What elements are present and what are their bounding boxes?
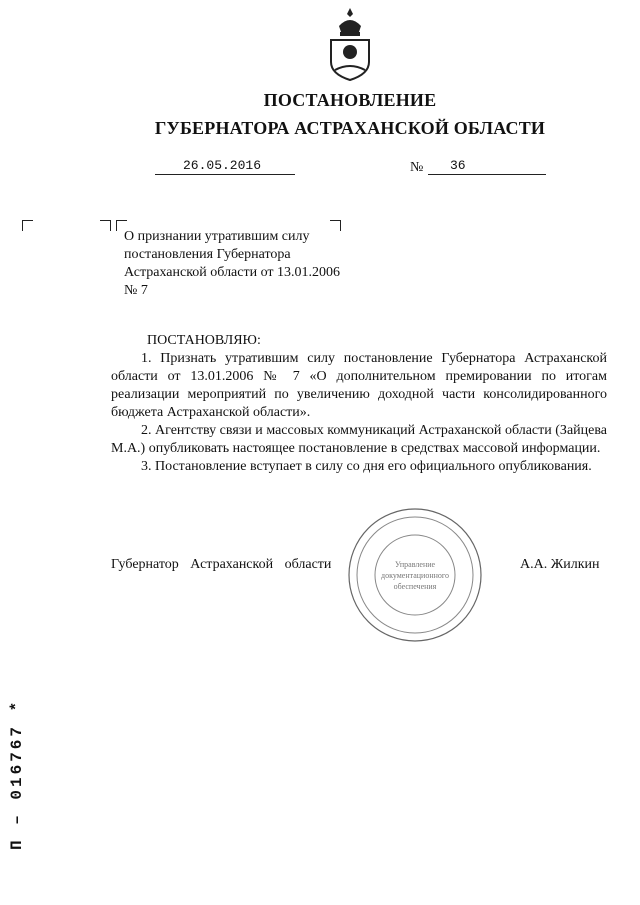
margin-corner-mark [22,220,33,231]
number-label: № [410,160,424,175]
signatory-name: А.А. Жилкин [520,557,600,572]
subject-corner-left-outer [100,220,111,231]
document-body [111,332,607,476]
paragraph-3: 3. Постановление вступает в силу со дня его официального опубликования. [141,459,592,474]
document-date: 26.05.2016 [183,158,262,173]
svg-text:документационного: документационного [381,571,449,580]
svg-text:Управление: Управление [394,560,436,569]
signatory-position: Губернатор Астраханской области [111,557,332,572]
paragraph-1: 1. Признать утратившим силу постановление Губернатора Астраханской области от 13.01.2006 № 7 «О дополнительном премировании по итогам реализации мероприятий по увеличению доходной части консолидированного бюджета Астраханской области». [111,351,607,420]
coat-of-arms-emblem [325,6,375,82]
svg-text:обеспечения: обеспечения [393,582,437,591]
form-serial-number: П – 016767 * [8,698,26,850]
decree-word: ПОСТАНОВЛЯЮ: [147,333,261,348]
document-subject: О признании утратившим силу постановления Губернатора Астраханской области от 13.01.2006 № 7 [124,229,341,298]
official-round-stamp [345,505,485,645]
number-underline [428,174,546,175]
document-type-title: ПОСТАНОВЛЕНИЕ [263,90,437,110]
document-number: 36 [450,158,466,173]
paragraph-2: 2. Агентству связи и массовых коммуникаций Астраханской области (Зайцева М.А.) опубликовать настоящее постановление в средствах массовой информации. [111,423,607,456]
issuer-title: ГУБЕРНАТОРА АСТРАХАНСКОЙ ОБЛАСТИ [154,118,546,138]
date-underline [155,174,295,175]
